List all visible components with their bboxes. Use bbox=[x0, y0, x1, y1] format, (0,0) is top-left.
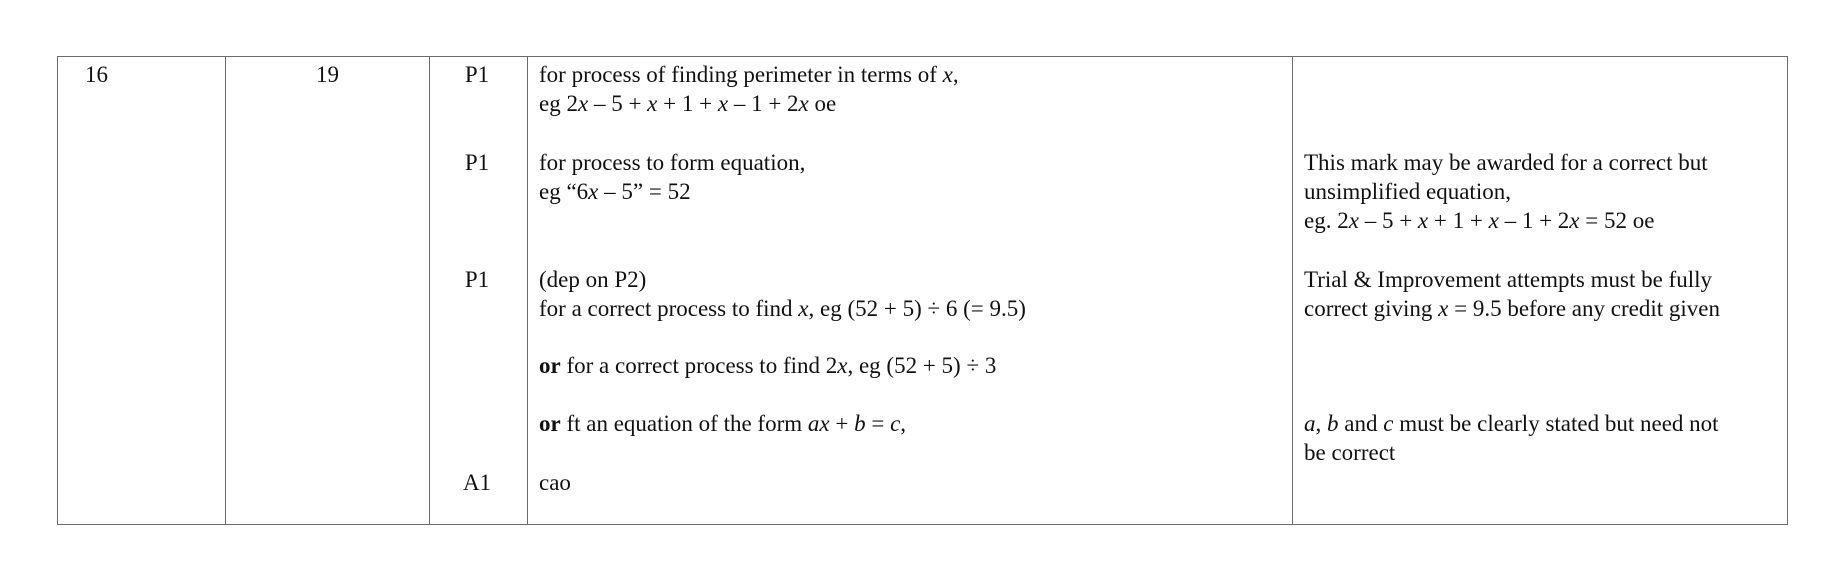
working-text bbox=[539, 351, 996, 380]
text-line: a, b and c must be clearly stated but need not bbox=[1304, 411, 1719, 436]
question-number: 16 bbox=[85, 62, 108, 87]
text-line: or ft an equation of the form ax + b = c, bbox=[539, 411, 907, 436]
text-line: Trial & Improvement attempts must be fully bbox=[1304, 267, 1712, 292]
paper-reference: 19 bbox=[316, 62, 339, 87]
mark-code: A1 bbox=[462, 470, 492, 495]
working-text bbox=[539, 265, 1026, 323]
text-line: be correct bbox=[1304, 440, 1396, 465]
column-divider bbox=[1292, 57, 1293, 524]
column-divider bbox=[527, 57, 528, 524]
working-text bbox=[539, 409, 906, 438]
column-divider bbox=[429, 57, 430, 524]
text-line: for a correct process to find x, eg (52 + 5) ÷ 6 (= 9.5) bbox=[539, 296, 1026, 321]
working-text bbox=[539, 60, 959, 118]
mark-code: P1 bbox=[464, 62, 490, 87]
text-line: unsimplified equation, bbox=[1304, 179, 1511, 204]
text-line: correct giving x = 9.5 before any credit given bbox=[1304, 296, 1720, 321]
text-line: eg. 2x – 5 + x + 1 + x – 1 + 2x = 52 oe bbox=[1304, 208, 1655, 233]
text-line: eg 2x – 5 + x + 1 + x – 1 + 2x oe bbox=[539, 91, 837, 116]
text-line: for process to form equation, bbox=[539, 150, 806, 175]
text-line: eg “6x – 5” = 52 bbox=[539, 179, 691, 204]
text-line: cao bbox=[539, 470, 571, 495]
text-line: for process of finding perimeter in terms of x, bbox=[539, 62, 959, 87]
text-line: This mark may be awarded for a correct but bbox=[1304, 150, 1708, 175]
guidance-note bbox=[1304, 148, 1708, 235]
text-line: (dep on P2) bbox=[539, 267, 647, 292]
guidance-note bbox=[1304, 409, 1719, 467]
column-divider bbox=[225, 57, 226, 524]
working-text bbox=[539, 148, 805, 206]
mark-code: P1 bbox=[464, 267, 490, 292]
guidance-note bbox=[1304, 265, 1720, 323]
working-text bbox=[539, 468, 571, 497]
mark-code: P1 bbox=[464, 150, 490, 175]
text-line: or for a correct process to find 2x, eg (52 + 5) ÷ 3 bbox=[539, 353, 997, 378]
mark-scheme-table bbox=[57, 56, 1788, 525]
